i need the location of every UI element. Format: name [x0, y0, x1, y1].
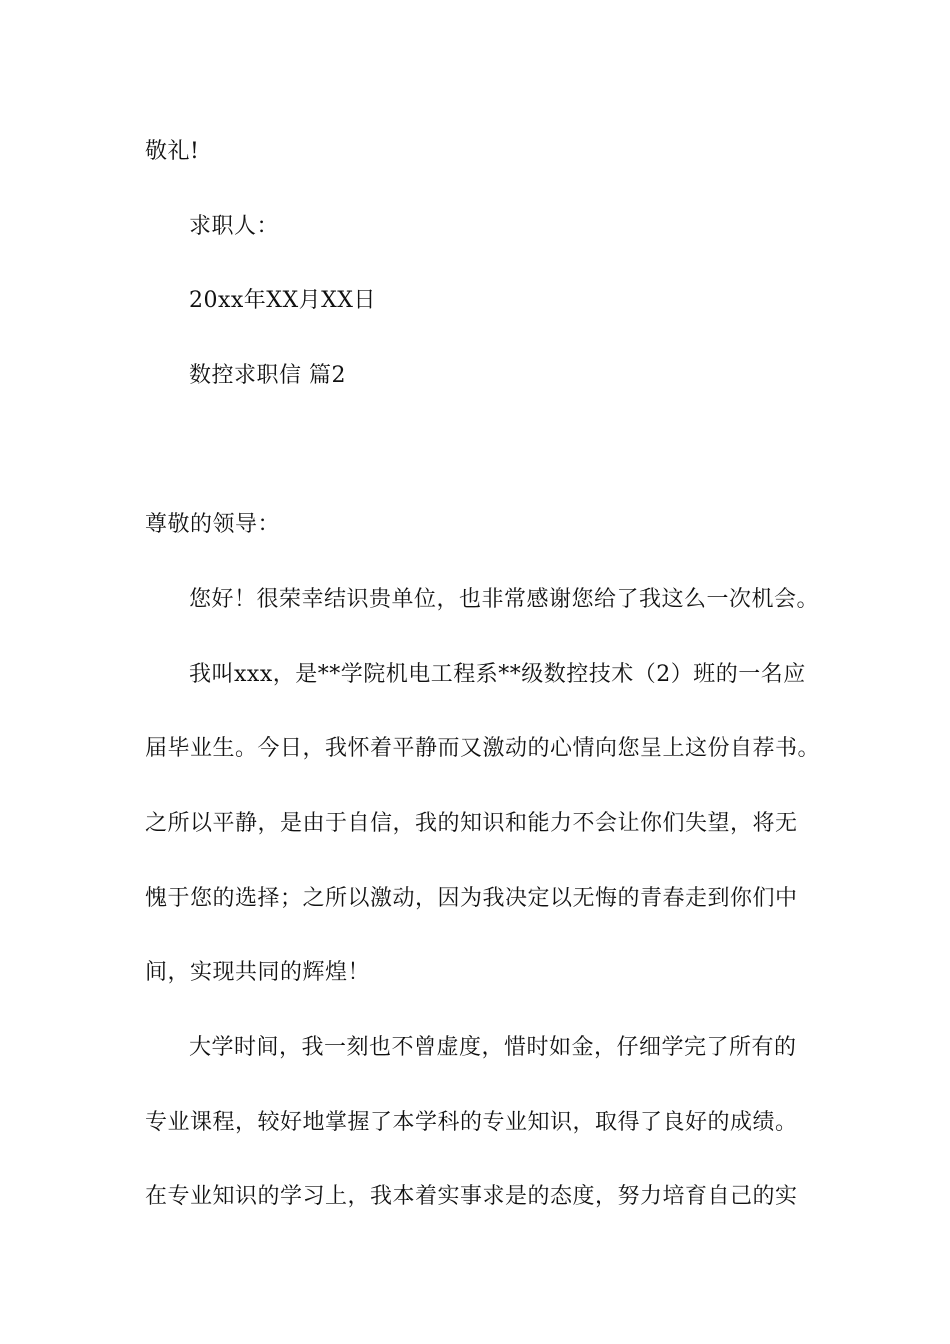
paragraph-line: 愧于您的选择；之所以激动，因为我决定以无悔的青春走到你们中: [145, 886, 798, 911]
paragraph-line: 届毕业生。今日，我怀着平静而又激动的心情向您呈上这份自荐书。: [145, 736, 821, 761]
applicant-label: 求职人：: [189, 214, 280, 239]
paragraph-line: 专业课程，较好地掌握了本学科的专业知识，取得了良好的成绩。: [145, 1110, 798, 1135]
paragraph-line: 我叫xxx，是**学院机电工程系**级数控技术（2）班的一名应: [189, 662, 806, 687]
section-title: 数控求职信 篇2: [189, 363, 346, 388]
paragraph-line: 在专业知识的学习上，我本着实事求是的态度，努力培育自己的实: [145, 1184, 798, 1209]
closing-text: 敬礼!: [145, 139, 200, 164]
paragraph-line: 您好！很荣幸结识贵单位，也非常感谢您给了我这么一次机会。: [189, 587, 820, 612]
salutation-text: 尊敬的领导：: [145, 512, 281, 537]
paragraph-line: 间，实现共同的辉煌！: [145, 960, 371, 985]
date-text: 20xx年XX月XX日: [189, 288, 376, 313]
paragraph-line: 大学时间，我一刻也不曾虚度，惜时如金，仔细学完了所有的: [189, 1035, 797, 1060]
paragraph-line: 之所以平静，是由于自信，我的知识和能力不会让你们失望，将无: [145, 811, 798, 836]
